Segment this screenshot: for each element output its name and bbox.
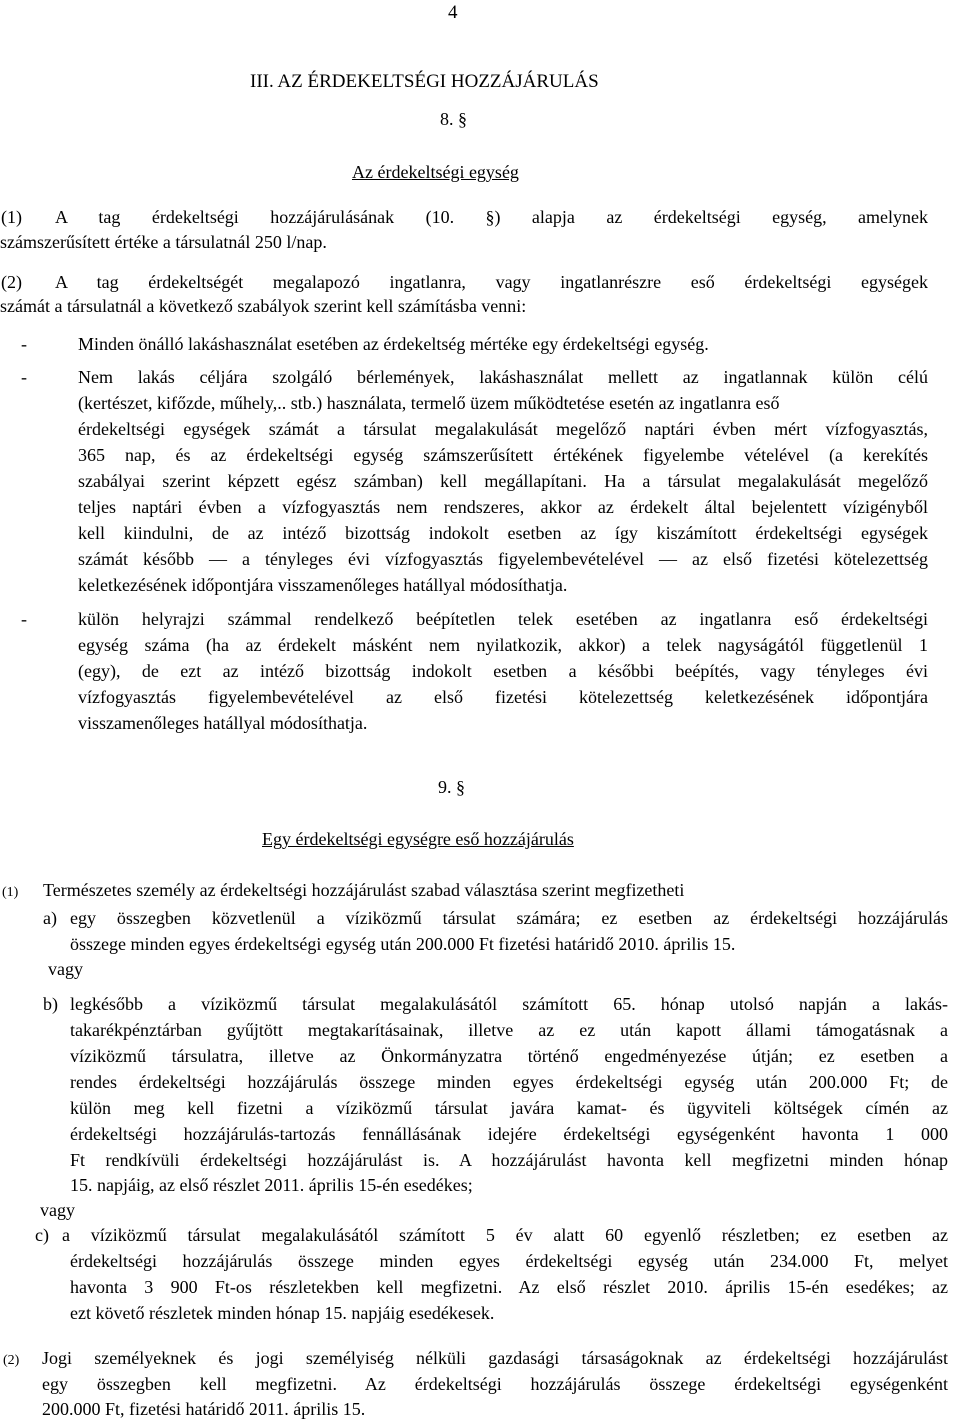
option-b-line-6: érdekeltségi hozzájárulás-tartozás fennállásának idejére érdekeltségi egységenként havonta 1 000 — [70, 1124, 948, 1144]
s9-p1-label: (1) — [2, 885, 19, 900]
chapter-title: III. AZ ÉRDEKELTSÉGI HOZZÁJÁRULÁS — [250, 71, 599, 92]
section-9-heading: Egy érdekeltségi egységre eső hozzájárulás — [262, 829, 574, 849]
option-a-line-1: egy összegben közvetlenül a víziközmű társulat számára; ez esetben az érdekeltségi hozzájárulás — [70, 908, 948, 928]
option-a-label: a) — [43, 908, 57, 928]
bullet-dash: - — [21, 334, 27, 354]
option-b-line-1: legkésőbb a víziközmű társulat megalakulásától számított 65. hónap utolsó napján a lakás- — [70, 994, 948, 1014]
page-number: 4 — [448, 2, 458, 23]
option-b-line-4: rendes érdekeltségi hozzájárulás összege minden egyes érdekeltségi egység után 200.000 Ft; de — [70, 1072, 948, 1092]
option-b-line-5: külön meg kell fizetni a víziközmű társulat javára kamat- és ügyviteli költségek címén az — [70, 1098, 948, 1118]
option-c-line-4: ezt követő részletek minden hónap 15. napjáig esedékesek. — [70, 1303, 495, 1323]
or-text: vagy — [48, 959, 83, 979]
section-9-number: 9. § — [438, 777, 465, 797]
bullet-3-line-3: (egy), de ezt az intéző bizottság indokolt esetben a későbbi beépítés, vagy tényleges évi — [78, 661, 928, 681]
bullet-3-line-5: visszamenőleges hatállyal módosíthatja. — [78, 713, 368, 733]
option-b-line-7: Ft rendkívüli érdekeltségi hozzájárulást is. A hozzájárulást havonta kell megfizetni minden hónap — [70, 1150, 948, 1170]
option-c-line-3: havonta 3 900 Ft-os részletekben kell megfizetni. Az első részlet 2010. április 15-én esedékes; az — [70, 1277, 948, 1297]
bullet-dash: - — [21, 609, 27, 629]
option-b-line-2: takarékpénztárban gyűjtött megtakarításainak, illetve az ez után kapott állami támogatásnak a — [70, 1020, 948, 1040]
bullet-2-line-8: számát később — a tényleges évi vízfogyasztás figyelembevételével — az első fizetési kötelezettség — [78, 549, 928, 569]
option-b-label: b) — [43, 994, 58, 1014]
bullet-1-line-1: Minden önálló lakáshasználat esetében az érdekeltség mértéke egy érdekeltségi egység. — [78, 334, 709, 354]
option-b-line-8: 15. napjáig, az első részlet 2011. április 15-én esedékes; — [70, 1175, 473, 1195]
s8-p2-label: (2) — [1, 272, 22, 292]
s8-p2-line-1: A tag érdekeltségét megalapozó ingatlanra, vagy ingatlanrészre eső érdekeltségi egységek — [55, 272, 928, 292]
bullet-2-line-7: kell kiindulni, de az intéző bizottság indokolt esetben az így kiszámított érdekeltségi egységek — [78, 523, 928, 543]
bullet-2-line-1: Nem lakás céljára szolgáló bérlemények, lakáshasználat mellett az ingatlannak külön célú — [78, 367, 928, 387]
option-c-label: c) — [35, 1225, 49, 1245]
bullet-2-line-4: 365 nap, és az érdekeltségi egység számszerűsített értékének figyelembe vételével (a kerekítés — [78, 445, 928, 465]
section-8-number: 8. § — [440, 109, 467, 129]
bullet-2-line-5: szabályai szerint képzett egész számban) kell megállapítani. Ha a társulat megalakulását megelőző — [78, 471, 928, 491]
s8-p1-line-1: A tag érdekeltségi hozzájárulásának (10. §) alapja az érdekeltségi egység, amelynek — [55, 207, 928, 227]
s9-p2-line-2: egy összegben kell megfizetni. Az érdekeltségi hozzájárulás összege érdekeltségi egységenként — [42, 1374, 948, 1394]
bullet-dash: - — [21, 367, 27, 387]
bullet-2-line-6: teljes naptári évben a vízfogyasztás nem rendszeres, akkor az érdekelt által bejelentett vízigényből — [78, 497, 928, 517]
s9-p2-line-3: 200.000 Ft, fizetési határidő 2011. április 15. — [42, 1399, 366, 1419]
s9-p2-label: (2) — [3, 1353, 20, 1368]
option-c-line-1: a víziközmű társulat megalakulásától számított 5 év alatt 60 egyenlő részletben; ez esetben az — [62, 1225, 948, 1245]
bullet-3-line-1: külön helyrajzi számmal rendelkező beépítetlen telek esetében az ingatlanra eső érdekeltségi — [78, 609, 928, 629]
bullet-3-line-4: vízfogyasztás figyelembevételével az első fizetési kötelezettség keletkezésének időpontjára — [78, 687, 928, 707]
s8-p2-line-2: számát a társulatnál a következő szabályok szerint kell számításba venni: — [0, 296, 527, 316]
bullet-2-line-3: érdekeltségi egységek számát a társulat megalakulását megelőző naptári évben mért vízfogyasztás, — [78, 419, 928, 439]
or-text: vagy — [40, 1200, 75, 1220]
option-a-line-2: összege minden egyes érdekeltségi egység után 200.000 Ft fizetési határidő 2010. április 15. — [70, 934, 736, 954]
s9-p2-line-1: Jogi személyeknek és jogi személyiség nélküli gazdasági társaságoknak az érdekeltségi hozzájárulást — [42, 1348, 948, 1368]
bullet-3-line-2: egység száma (ha az érdekelt másként nem nyilatkozik, akkor) a telek nagyságától függetlenül 1 — [78, 635, 928, 655]
bullet-2-line-2: (kertészet, kifőzde, műhely,.. stb.) használata, termelő üzem működtetése esetén az ingatlanra eső — [78, 393, 780, 413]
s9-p1-intro: Természetes személy az érdekeltségi hozzájárulást szabad választása szerint megfizetheti — [43, 880, 685, 900]
option-c-line-2: érdekeltségi hozzájárulás összege minden egyes érdekeltségi egység után 234.000 Ft, melyet — [70, 1251, 948, 1271]
bullet-2-line-9: keletkezésének időpontjára visszamenőleges hatállyal módosíthatja. — [78, 575, 568, 595]
s8-p1-line-2: számszerűsített értéke a társulatnál 250 l/nap. — [0, 232, 327, 252]
s8-p1-label: (1) — [1, 207, 22, 227]
section-8-heading: Az érdekeltségi egység — [352, 162, 519, 182]
option-b-line-3: víziközmű társulatra, illetve az Önkormányzatra történő engedményezése útján; ez esetben a — [70, 1046, 948, 1066]
